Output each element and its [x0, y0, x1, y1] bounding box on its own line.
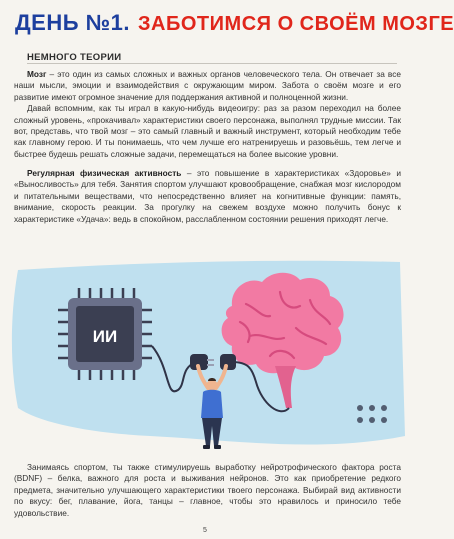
chapter-day: ДЕНЬ №1.: [15, 10, 131, 35]
text-block-intro: [14, 69, 401, 160]
text-block-bdnf: [14, 462, 401, 519]
text-block-activity: [14, 168, 401, 225]
paragraph-activity: [14, 168, 401, 225]
brain-chip-illustration: [0, 258, 410, 458]
term-activity: Регулярная физическая активность: [27, 168, 182, 178]
term-brain: Мозг: [27, 69, 47, 79]
paragraph-activity-text: – это повышение в характеристиках «Здоровье» и «Выносливость» для тебя. Занятия спортом улучшают кровообращение, снабжая мозг кислородом и питательными веществами, что непосредственно влияет на когнитивные функции: память, внимание, скорость реакции. За прогулку на свежем воздухе можно получить бонус к характеристике «Удача»: ведь в спокойном, расслабленном состоянии решения приходят легче.: [14, 168, 401, 224]
section-divider: [27, 63, 397, 64]
page-number: 5: [203, 527, 207, 534]
chip-label: ИИ: [92, 327, 118, 346]
paragraph-brain: [14, 69, 401, 103]
chip-icon: [58, 288, 152, 380]
chapter-title: [15, 10, 454, 40]
chapter-heading: ЗАБОТИМСЯ О СВОЁМ МОЗГЕ: [138, 13, 454, 35]
paragraph-brain-text: – это один из самых сложных и важных органов человеческого тела. Он отвечает за все наши мысли, эмоции и взаимодействия с окружающим миром. Забота о своём мозге и его развитие имеют огромное значение для поддержания активной и полноценной жизни.: [14, 69, 401, 102]
paragraph-bdnf: Занимаясь спортом, ты также стимулируешь выработку нейротрофического фактора роста (BDNF) – белка, важного для роста и выживания нейронов. Это как приобретение редкого предмета, значительно улучшающего характеристики твоего персонажа. Выбирай вид активности по вкусу: бег, плавание, йога, танцы – главное, чтобы это нравилось и приносило тебе удовольствие.: [14, 462, 401, 518]
paragraph-videogame: Давай вспомним, как ты играл в какую-нибудь видеоигру: раз за разом переходил на более сложный уровень, «прокачивал» характеристики своего персонажа, выполнял трудные миссии. Так вот, представь, что твой мозг – это самый главный и важный инструмент, который необходим тебе как главному герою. И ты понимаешь, что чем лучше его натренируешь и разовьёшь, тем легче и быстрее будешь решать сложные задачи, перемещаться на более высокие уровни.: [14, 103, 401, 159]
section-heading: НЕМНОГО ТЕОРИИ: [27, 52, 122, 63]
